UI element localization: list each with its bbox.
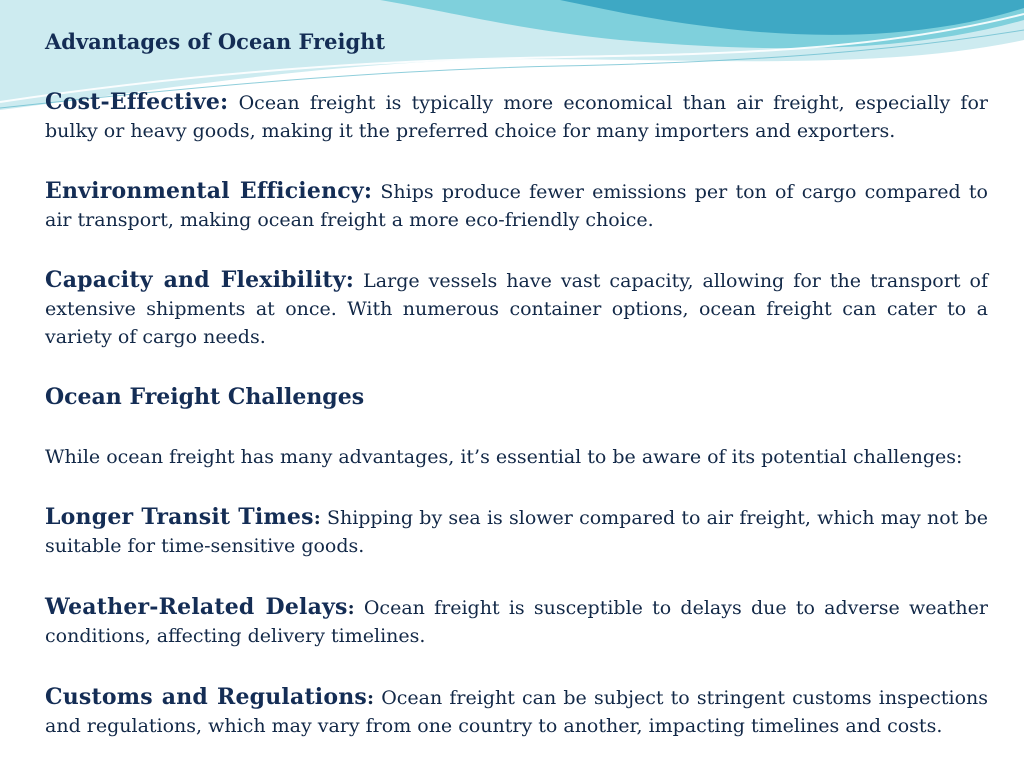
challenge-lead: Weather-Related Delays [45,594,348,620]
advantage-lead: Capacity and Flexibility: [45,267,355,293]
challenge-text: Shipping by sea is slower compared to air freight, which may not be suitable for time-sensitive goods. [45,507,988,557]
challenges-heading: Ocean Freight Challenges [45,384,365,410]
challenge-lead: Customs and Regulations [45,684,368,710]
advantage-text: Ships produce fewer emissions per ton of cargo compared to air transport, making ocean freight a more eco-friendly choice. [45,181,988,231]
advantage-text: Ocean freight is typically more economical than air freight, especially for bulky or heavy goods, making it the preferred choice for many importers and exporters. [45,92,988,142]
challenge-text: Ocean freight can be subject to stringent customs inspections and regulations, which may vary from one country to another, impacting timelines and costs. [45,687,989,737]
challenge-text: Ocean freight is susceptible to delays due to adverse weather conditions, affecting delivery timelines. [45,597,988,647]
challenge-lead: Longer Transit Times [45,504,314,530]
slide-content [45,28,988,740]
advantage-lead: Cost-Effective: [45,89,229,115]
challenges-intro: While ocean freight has many advantages, it’s essential to be aware of its potential challenges: [45,446,963,468]
advantage-environmental [45,177,988,234]
advantage-text: Large vessels have vast capacity, allowing for the transport of extensive shipments at once. With numerous container options, ocean freight can cater to a variety of cargo needs. [45,270,988,348]
challenge-weather-delays [45,593,988,650]
challenge-colon: : [367,687,375,709]
challenge-colon: : [313,507,321,529]
advantage-cost-effective [45,88,988,145]
advantage-lead: Environmental Efficiency: [45,178,373,204]
challenge-customs [45,683,988,740]
advantage-capacity [45,266,988,351]
challenge-transit-times [45,503,988,560]
page-title: Advantages of Ocean Freight [45,29,386,54]
challenge-colon: : [347,597,355,619]
